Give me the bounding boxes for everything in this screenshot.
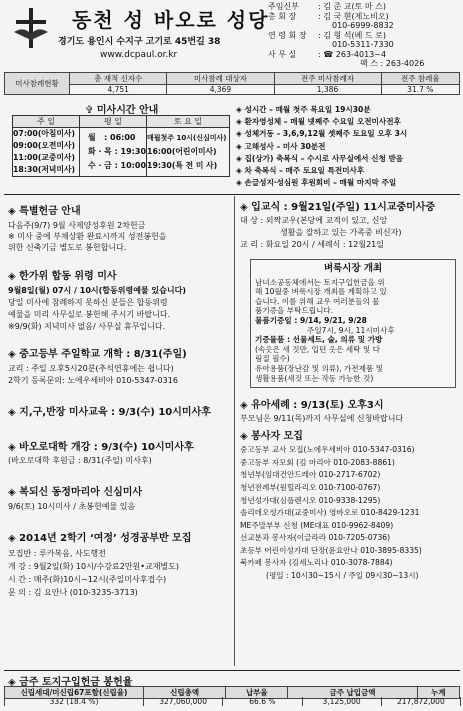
contact-value: : 김 준 교(토 마 스)	[318, 2, 387, 11]
church-logo	[10, 6, 52, 50]
volunteer-line: 중고등부 교사 모집(노에우세비아 010-5347-0316)	[240, 445, 415, 455]
notice-line: 문 의 : 김 요안나 (010-3235-3713)	[8, 588, 138, 597]
notice-line: 물품기증일 : 9/14, 9/21, 9/28	[255, 315, 367, 325]
left-notices	[8, 202, 232, 599]
contact-value: : ☎ 263-4013~4	[318, 49, 387, 59]
notice-line: 위한 신축기금 별도로 봉헌합니다.	[8, 243, 127, 252]
notice-line: 다음주(9/7) 9월 사제양성후원 2차헌금	[8, 221, 146, 230]
candle-icon: ✞	[85, 105, 94, 116]
contact-role: 연 령 회 장	[268, 30, 307, 40]
contact-phone: 010-5311-7330	[332, 40, 394, 49]
divider	[4, 670, 460, 671]
volunteer-line: (평일 : 10시30~15시 / 주일 09시30~13시)	[266, 571, 419, 581]
notice-line: 대 상 : 외짝교우(본당에 교적이 있고, 신앙	[240, 216, 388, 225]
flea-market-box	[250, 259, 456, 388]
notice-line: 예물을 미리 사무실로 봉헌해 주시기 바랍니다.	[8, 310, 171, 319]
notice-line: 교 리 : 화요일 20시 / 세례식 : 12월21일	[240, 240, 384, 249]
notice-line: 기증물품 : 선물세트, 술, 의류 및 가방	[255, 335, 383, 345]
fund-header: 금주 납입금액	[288, 687, 417, 699]
notice-line: 생활을 잘하고 있는 가족중 비신자)	[280, 228, 402, 237]
cross-dove-logo-icon	[10, 6, 52, 50]
sunday-mass: 07:00(아침미사)	[13, 129, 76, 138]
weekday-mass: 월 : 06:00	[87, 133, 136, 142]
contact-value: : 김 국 현(제노비오)	[318, 11, 389, 21]
notice-line: 당일 미사에 참례하지 못하신 분들은 합동위령	[8, 298, 168, 307]
mass-stats-table	[4, 72, 460, 95]
contact-fax: 팩 스 : 263-4026	[360, 59, 425, 68]
fund-value: 66.6 %	[223, 697, 302, 706]
church-name: 동천 성 바오로 성당	[72, 8, 270, 32]
stats-header: 전주 참례율	[381, 73, 459, 85]
fund-header: 누계	[417, 687, 459, 699]
volunteer-line: 초등부 어린이성가대 단장(윤요안나 010-3895-8335)	[240, 545, 422, 555]
volunteer-line: 북카페 봉사자 (김세노리나 010-3078-7884)	[240, 558, 393, 568]
land-fund-values	[4, 697, 461, 706]
contact-role: 총 회 장	[268, 11, 297, 21]
notice-title: ◈ 한가위 합동 위령 미사	[8, 271, 117, 282]
notice-line: 해 10월중 벼룩시장 개최를 계획하고 있	[255, 287, 387, 297]
saturday-mass: 16:00(어린이미사)	[147, 147, 217, 156]
contact-role: 사 무 실	[268, 49, 297, 59]
notice-title: ◈ 특별헌금 안내	[8, 206, 81, 217]
weekday-mass: 수 ‧ 금 : 10:00	[87, 161, 147, 170]
notice-line: 모집반 : 루카복음, 사도행전	[8, 549, 106, 558]
notice-line: 시 간 : 매주(화)10시~12시(주일미사후접수)	[8, 575, 167, 584]
notice-line: 유아용품(장난감 및 의류), 가전제품 및	[255, 363, 384, 373]
volunteer-line: 중고등부 자모회 (김 마리아 010-2083-8861)	[240, 457, 395, 467]
sunday-mass: 09:00(오전미사)	[13, 141, 76, 150]
mass-header: 주 일	[13, 116, 80, 128]
volunteer-line: 청년부(임대건안드레아 010-2717-6702)	[240, 470, 381, 480]
notice-title: ◈ 복되신 동정마리아 신심미사	[8, 487, 143, 498]
sunday-mass: 18:30(저녁미사)	[13, 165, 76, 174]
mass-header: 평 일	[79, 116, 146, 128]
notice-title: ◈ 중고등부 주일학교 개학 : 8/31(주일)	[8, 349, 187, 360]
notice-title: ◈ 봉사자 모집	[240, 431, 303, 443]
church-address: 경기도 용인시 수지구 고기로 45번길 38	[58, 37, 221, 47]
fund-value: 332 (18.4 %)	[5, 697, 144, 706]
fund-value: 217,872,000	[382, 697, 461, 706]
notice-title: ◈ 입교식 : 9월21일(주일) 11시교중미사중	[240, 202, 436, 213]
schedule-notes	[236, 104, 407, 189]
notice-line: 부모님은 9/11(목)까지 사무실에 신청바랍니다	[240, 414, 404, 424]
contact-role: 주임신부	[268, 2, 299, 11]
stats-header: 미사참례 대상자	[167, 73, 274, 85]
volunteer-line: 청년전례부(원힐라리오 010-7100-0767)	[240, 482, 381, 492]
schedule-note: ◈ 고해성사 – 미사 30분전	[236, 141, 326, 151]
stats-value: 4,751	[70, 85, 167, 95]
schedule-note: ◈ 성시간 – 매월 첫주 목요일 19시30분	[236, 105, 371, 114]
stats-row-label: 미사참례현황	[5, 73, 70, 95]
contact-value: : 김 형 석(베 드 로)	[318, 30, 387, 40]
saturday-mass: 매월첫주 10시(신심미사)	[147, 134, 227, 142]
stats-header: 총 재적 신자수	[70, 73, 167, 85]
notice-line: (속옷은 새 것만, 입던 옷은 세탁 및 다	[255, 344, 380, 354]
notice-line: 습니다. 이를 위해 교우 여러분들의 물	[255, 296, 380, 306]
divider	[4, 194, 460, 195]
land-fund-title: ◈ 금주 토지구입헌금 봉헌율	[8, 677, 133, 688]
saturday-mass: 19:30(특 전 미 사)	[147, 161, 218, 170]
volunteer-line: 솔리데오성가대(교중미사) 영바오로 010-8429-1231	[240, 508, 420, 518]
notice-line: 개 강 : 9월2일(화) 10시/수강료2만원•교재별도)	[8, 562, 180, 571]
schedule-note: ◈ 환자영성체 – 매월 넷째주 수요일 오전미사전후	[236, 117, 401, 127]
stats-value: 1,386	[274, 85, 381, 95]
schedule-note: ◈ 차 축복식 – 매주 토요일 특전미사후	[236, 166, 365, 176]
column-divider	[234, 196, 235, 666]
notice-line: (바오로대학 후원금 : 8/31(주일) 미사후)	[8, 456, 152, 465]
notice-title: ◈ 유아세례 : 9/13(토) 오후3시	[240, 400, 384, 412]
church-website[interactable]: www.dcpaul.or.kr	[100, 50, 178, 60]
notice-line: 9/6(토) 10시미사 / 초봉헌예물 있음	[8, 502, 136, 511]
schedule-note: ◈ 손글성지‧성심원 후원회비 – 매월 마지막 주일	[236, 178, 397, 188]
fund-header: 신립총액	[144, 687, 226, 699]
notice-line: ※ 미사 중에 부채상환 완료시까지 성전봉헌을	[8, 232, 167, 241]
notice-line: 생활용품(새것 또는 작동 가능한 것)	[255, 373, 374, 383]
notice-title: ◈ 2014년 2학기 ‘여정’ 성경공부반 모집	[8, 533, 192, 544]
mass-header: 토 요 일	[147, 116, 230, 128]
stats-value: 4,369	[167, 85, 274, 95]
notice-line: 교리 : 주일 오후5시20분(추석연휴에는 쉽니다)	[8, 364, 174, 373]
notice-title: ◈ 바오로대학 개강 : 9/3(수) 10시미사후	[8, 442, 194, 453]
notice-line: ※9/9(화) 저녁미사 없음/ 사무실 휴무입니다.	[8, 322, 166, 331]
notice-line: 2학기 등록문의: 노에우세비아 010-5347-0316	[8, 376, 178, 385]
schedule-note: ◈ 집(상가) 축복식 – 수시로 사무실에서 신청 받음	[236, 153, 404, 163]
weekday-mass: 화 ‧ 목 : 19:30	[87, 147, 147, 156]
notice-line: 품기증을 부탁드립니다.	[255, 306, 334, 316]
volunteer-line: 선교분과 봉사자(이글라라 010-7205-0736)	[240, 533, 391, 543]
fund-value: 3,125,000	[303, 697, 382, 706]
contact-phone: 010-6999-8832	[332, 21, 394, 30]
stats-value: 31.7 %	[381, 85, 459, 95]
mass-times-title	[85, 101, 158, 116]
fund-value: 327,060,000	[144, 697, 223, 706]
notice-title: ◈ 지,구,반장 미사교육 : 9/3(수) 10시미사후	[8, 407, 211, 418]
volunteer-line: 청년성가대(심플렌시오 010-9338-1295)	[240, 495, 381, 505]
stats-header: 전주 미사참례자	[274, 73, 381, 85]
schedule-note: ◈ 성체거동 – 3,6,9,12월 셋째주 토요일 오후 3시	[236, 129, 408, 139]
notice-line: 주일7시, 9시, 11시미사후	[307, 325, 395, 335]
fund-header: 납부율	[226, 687, 288, 699]
flea-market-title: 벼룩시장 개최	[323, 263, 383, 274]
volunteer-line: ME주말부부 신청 (ME대표 010-9962-8409)	[240, 520, 394, 530]
right-notices	[240, 198, 458, 583]
notice-line: 남녀소공동체에서는 토지구입헌금을 위	[255, 277, 385, 287]
notice-line: 림질 필수)	[255, 354, 290, 364]
notice-line: 9월8일(월) 07시 / 10시(합동위령예물 있습니다)	[8, 286, 187, 295]
sunday-mass: 11:00(교중미사)	[13, 153, 76, 162]
mass-times-title-text: 미사시간 안내	[96, 105, 159, 116]
mass-times-table	[12, 115, 230, 177]
contact-box	[268, 2, 460, 68]
fund-header: 신립세대/미신립67포함(신립율)	[5, 687, 144, 699]
